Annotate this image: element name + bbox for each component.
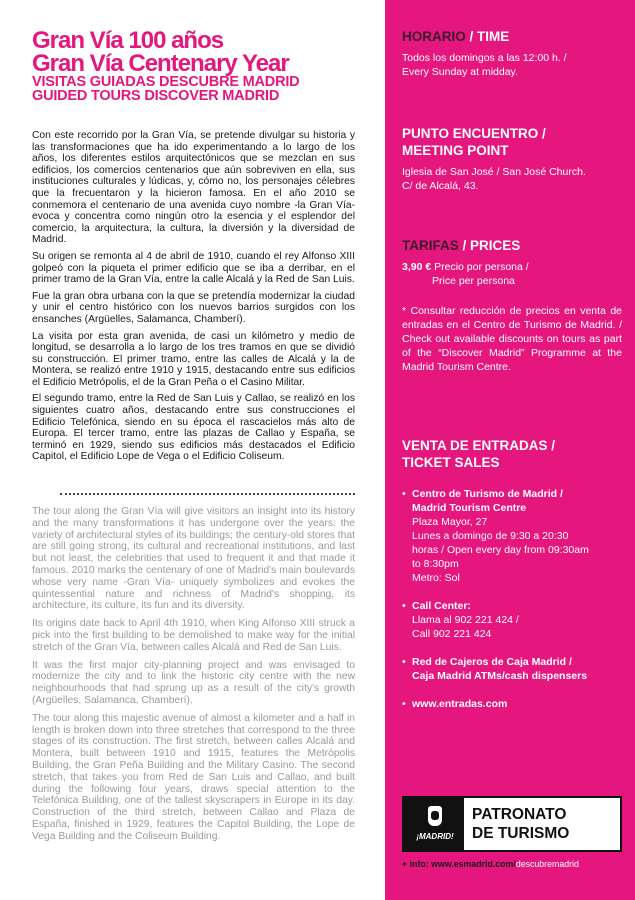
- list-item: [402, 655, 622, 683]
- english-paragraph: The tour along the Gran Vía will give visitors an insight into its history and the many transformations it has undergone over the years: the variety of architectural styles of its buildings; the century-old stores that are still going strong, its cultural and recreational institutions, and last but not least, the celebrities that used to frequent it and that made it famous. 2010 marks the centenary of one of Madrid's main boulevards whose very name -Gran Vía- uniquely symbolizes and evokes the quintessential nature and richness of Madrid's shopping, its architecture, its culture, its fun and its diversity.: [32, 506, 355, 612]
- meeting-point-body: [402, 165, 622, 193]
- price-label-es: Precio por persona /: [431, 261, 529, 273]
- tourism-centre-hours: horas / Open every day from 09:30am: [412, 544, 589, 556]
- atm-network-heading-es: Red de Cajeros de Caja Madrid /: [412, 656, 572, 668]
- dotted-divider: [60, 493, 355, 495]
- schedule-line-es: Todos los domingos a las 12:00 h. /: [402, 52, 567, 64]
- schedule-heading-es: HORARIO: [402, 29, 466, 44]
- tourism-centre-hours: to 8:30pm: [412, 558, 459, 570]
- list-item: [402, 697, 622, 711]
- title-english: Gran Vía Centenary Year: [32, 50, 289, 77]
- tickets-website-link[interactable]: www.entradas.com: [412, 698, 508, 710]
- subtitle-english: GUIDED TOURS DISCOVER MADRID: [32, 88, 280, 104]
- schedule-heading-en: TIME: [477, 29, 510, 44]
- ticket-sales-heading: [402, 437, 622, 471]
- prices-heading-es: TARIFAS: [402, 238, 459, 253]
- meeting-point-heading-en: MEETING POINT: [402, 143, 509, 158]
- spanish-paragraph: Fue la gran obra urbana con la que se pretendía modernizar la ciudad y unir el centro histórico con los nuevos barrios surgidos con los ensanches (Argüelles, Salamanca, Chamberí).: [32, 290, 355, 325]
- subtitle-spanish: VISITAS GUIADAS DESCUBRE MADRID: [32, 74, 300, 90]
- english-text: [32, 506, 355, 849]
- more-info-link[interactable]: [402, 859, 627, 869]
- bullet-icon: •: [402, 656, 406, 668]
- patronato-line-2: DE TURISMO: [472, 825, 570, 842]
- schedule-section: [402, 28, 622, 79]
- bullet-icon: •: [402, 698, 406, 710]
- spanish-paragraph: El segundo tramo, entre la Red de San Luis y Callao, se realizó en los siguientes cuatro años, destacando entre sus construcciones el Edificio Telefónica, siendo en su época el rascacielos más alto de Europa. El tercer tramo, entre las plazas de Callao y España, se terminó en 1929, siendo sus edificios más destacados el Edificio Capitol, el Edificio Lope de Vega o el Edificio Coliseum.: [32, 393, 355, 463]
- meeting-point-heading-es: PUNTO ENCUENTRO /: [402, 126, 546, 141]
- call-center-es: Llama al 902 221 424 /: [412, 614, 519, 626]
- discount-note: * Consultar reducción de precios en venta de entradas en el Centro de Turismo de Madrid. / Check out available discounts on tours as part of the “Discover Madrid” Programme at the Madrid Tourism Centre.: [402, 305, 622, 373]
- more-info-url: descubremadrid: [515, 859, 579, 869]
- madrid-logo-mark: [404, 798, 464, 850]
- heading-separator: /: [465, 29, 478, 44]
- madrid-logo-text: ¡MADRID!: [416, 832, 454, 841]
- patronato-line-1: PATRONATO: [472, 806, 567, 823]
- english-paragraph: It was the first major city-planning project and was envisaged to modernize the city and to link the historic city centre with the new neighbourhoods that had sprung up as a result of the city's growth (Argüelles, Salamanca, Chamberí).: [32, 659, 355, 706]
- price-label-en: Price per persona: [432, 275, 515, 287]
- bullet-icon: •: [402, 488, 406, 500]
- schedule-line-en: Every Sunday at midday.: [402, 66, 518, 78]
- english-paragraph: The tour along this majestic avenue of almost a kilometer and a half in length is broken down into three stretches that correspond to the three stages of its construction. The first stretch, between calles Alcalá and Montera, built between 1910 and 1915, features the Metrópolis Building, the Gran Peña Building and the Military Casino. The second stretch, that takes you from Red de San Luis and Callao, and built during the following four years, draws special attention to the Telefónica Building, one of the tallest skyscrapers in Europe in its day. Construction of the third stretch, between Callao and Plaza de España, finished in 1929, features the Capitol Building, the Lope de Vega Building and the Coliseum Building.: [32, 712, 355, 842]
- ticket-sales-section: [402, 437, 622, 725]
- list-item: [402, 487, 622, 585]
- tourism-centre-heading-en: Madrid Tourism Centre: [412, 502, 527, 514]
- ticket-sales-heading-en: TICKET SALES: [402, 455, 500, 470]
- spanish-text: [32, 130, 355, 468]
- prices-section: [402, 237, 622, 374]
- meeting-point-heading: [402, 125, 622, 159]
- tourism-centre-heading-es: Centro de Turismo de Madrid /: [412, 488, 563, 500]
- heading-separator: /: [458, 238, 471, 253]
- madrid-crest-icon: [428, 806, 442, 826]
- spanish-paragraph: La visita por esta gran avenida, de casi un kilómetro y medio de longitud, se desarrolla a lo largo de los tres tramos en que se dividió su construcción. El primer tramo, entre las calles de Alcalá y la de Montera, se realizó entre 1910 y 1915, destacando entre sus edificios el Edificio Metrópolis, el de la Gran Peña o el Casino Militar.: [32, 330, 355, 388]
- title-spanish: Gran Vía 100 años: [32, 27, 224, 54]
- patronato-logo: [402, 796, 622, 852]
- spanish-paragraph: Con este recorrido por la Gran Vía, se pretende divulgar su historia y las transformaciones que ha ido experimentando a lo largo de los años, los diferentes estilos arquitectónicos que se mezclan en sus edificios, los comercios centenarios que aún sobreviven en ella, sus instituciones culturales y lúdicas, y, cómo no, los personajes célebres que la frecuentaron y la hicieron famosa. En el año 2010 se conmemora el centenario de una avenida cuyo nombre -la Gran Vía- evoca y concentra como ningún otro la esencia y el esplendor del comercio, la arquitectura, la cultura, la diversión y la diversidad de Madrid.: [32, 130, 355, 246]
- english-paragraph: Its origins date back to April 4th 1910, when King Alfonso XIII struck a pick into the first building to be demolished to make way for the initial stretch of the Gran Vía, between calles Alcalá and Red de San Luis.: [32, 618, 355, 653]
- atm-network-heading-en: Caja Madrid ATMs/cash dispensers: [412, 670, 588, 682]
- meeting-point-section: [402, 125, 622, 193]
- call-center-en: Call 902 221 424: [412, 628, 492, 640]
- patronato-text: [472, 805, 618, 843]
- prices-heading-en: PRICES: [470, 238, 521, 253]
- info-sidebar: [385, 0, 635, 900]
- spanish-paragraph: Su origen se remonta al 4 de abril de 1910, cuando el rey Alfonso XIII golpeó con la piqueta el primer edificio que se iba a derribar, en el primer tramo de la Gran Vía, entre la calle Alcalá y la Red de San Luis.: [32, 250, 355, 286]
- title-block: [32, 29, 382, 103]
- prices-body: [402, 260, 622, 374]
- schedule-heading: [402, 28, 622, 45]
- tourism-centre-metro: Metro: Sol: [412, 572, 460, 584]
- prices-heading: [402, 237, 622, 254]
- ticket-sales-list: [402, 487, 622, 711]
- bullet-icon: •: [402, 600, 406, 612]
- price-amount: 3,90 €: [402, 261, 432, 273]
- meeting-point-address: C/ de Alcalá, 43.: [402, 180, 479, 192]
- more-info-prefix: + info: www.esmadrid.com/: [402, 859, 516, 869]
- list-item: [402, 599, 622, 641]
- call-center-heading: Call Center:: [412, 600, 471, 612]
- schedule-body: [402, 51, 622, 79]
- tourism-centre-address: Plaza Mayor, 27: [412, 516, 488, 528]
- meeting-point-church: Iglesia de San José / San José Church.: [402, 166, 586, 178]
- ticket-sales-heading-es: VENTA DE ENTRADAS /: [402, 438, 556, 453]
- tourism-centre-hours: Lunes a domingo de 9:30 a 20:30: [412, 530, 569, 542]
